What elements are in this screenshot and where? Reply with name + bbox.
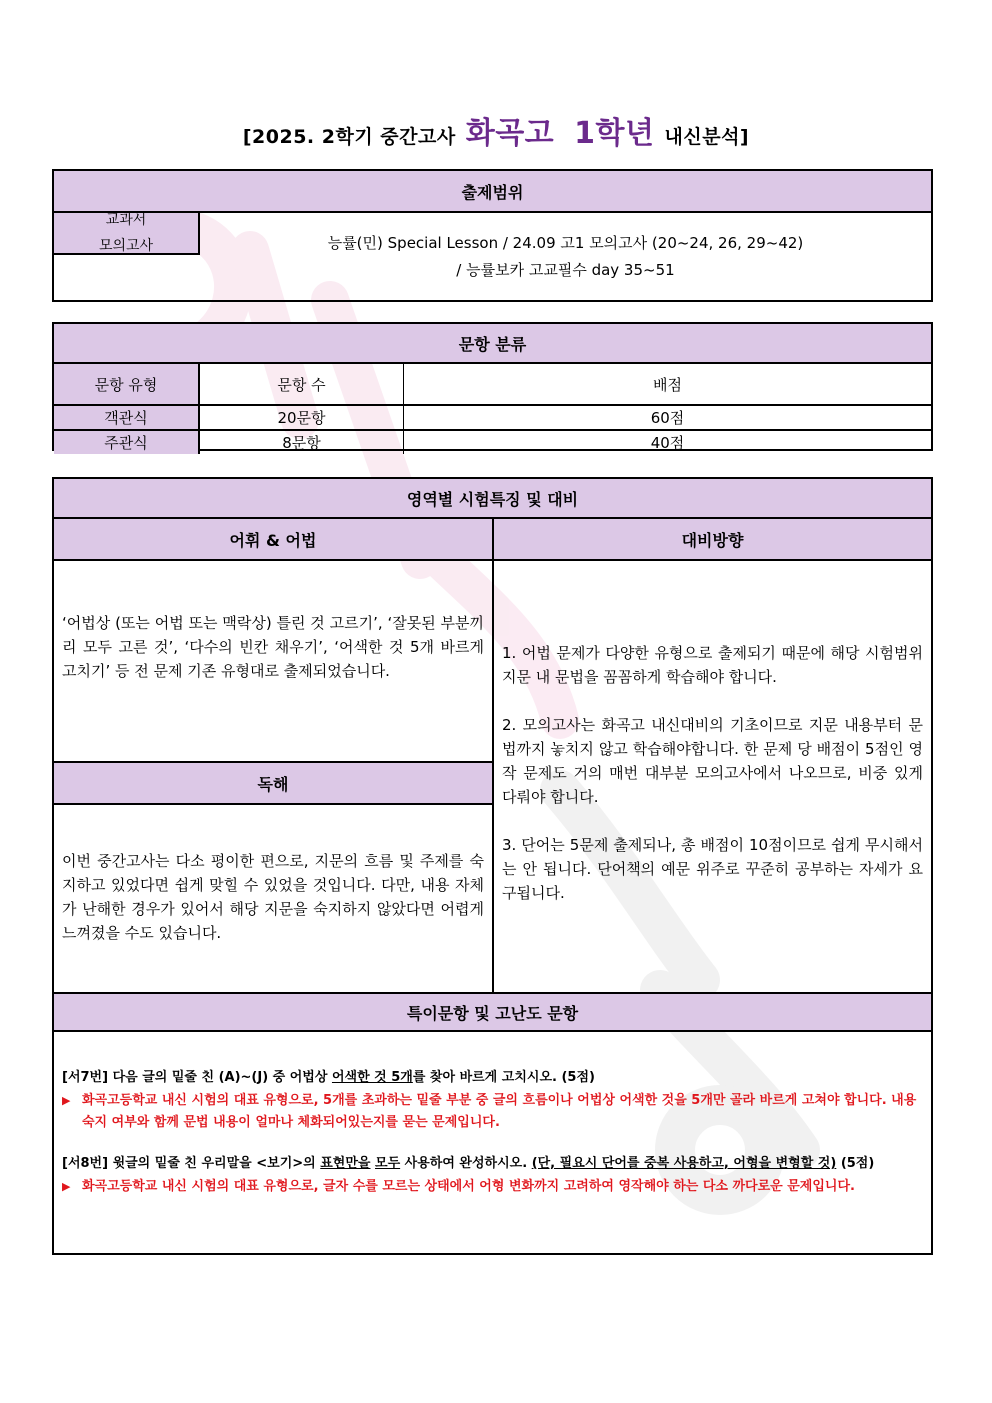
title-suffix: 내신분석]	[664, 126, 750, 148]
reading-text: 이번 중간고사는 다소 평이한 편으로, 지문의 흐름 및 주제를 숙지하고 있었다면 쉽게 맞힐 수 있었을 것입니다. 다만, 내용 자체가 난해한 경우가 있어서 해당 지문을 숙지하지 않았다면 어렵게 느껴졌을 수도 있습니다.	[62, 852, 484, 942]
q8-underline: 모두	[375, 1156, 401, 1171]
triangle-right-icon: ▶	[62, 1180, 71, 1193]
q8-underline: 표현만을	[320, 1156, 371, 1171]
row-count: 20문항	[200, 406, 404, 429]
strategy-cell	[494, 561, 931, 992]
question-8-note	[62, 1176, 923, 1198]
scope-table	[52, 169, 933, 302]
row-count: 8문항	[200, 431, 404, 454]
scope-header: 출제범위	[54, 171, 931, 213]
strategy-item-3: 3. 단어는 5문제 출제되나, 총 배점이 10점이므로 쉽게 무시해서는 안 됩니다. 단어책의 예문 위주로 꾸준히 공부하는 자세가 요구됩니다.	[502, 836, 923, 902]
reading-header: 독해	[54, 763, 494, 805]
q8-part: 사용하여 완성하시오.	[400, 1156, 532, 1171]
question-7	[62, 1068, 923, 1088]
classification-column-row	[54, 364, 931, 406]
question-7-note	[62, 1090, 923, 1134]
classification-header: 문항 분류	[54, 324, 931, 364]
reading-cell	[54, 805, 494, 992]
q7-part: [서7번] 다음 글의 밑줄 친 (A)~(J) 중 어법상	[62, 1070, 332, 1085]
row-type: 주관식	[54, 431, 200, 454]
strategy-item-2: 2. 모의고사는 화곡고 내신대비의 기초이므로 지문 내용부터 문법까지 놓치지 않고 학습해야합니다. 한 문제 당 배점이 5점인 영작 문제도 거의 매번 대부분 모의고사에서 나오므로, 비중 있게 다뤄야 합니다.	[502, 716, 923, 806]
q8-underline: (단, 필요시 단어를 중복 사용하고, 어형을 변형할 것)	[531, 1156, 837, 1171]
scope-label	[54, 213, 200, 255]
classification-table	[52, 322, 933, 451]
features-header: 영역별 시험특징 및 대비	[54, 479, 931, 519]
question-8	[62, 1154, 923, 1174]
scope-value-line2: / 능률보카 고교필수 day 35~51	[456, 260, 675, 279]
table-row	[54, 431, 931, 454]
scope-value	[200, 213, 931, 300]
triangle-right-icon: ▶	[62, 1094, 71, 1107]
row-points: 40점	[650, 434, 685, 452]
row-type: 객관식	[54, 406, 200, 429]
q8-note-text: 화곡고등학교 내신 시험의 대표 유형으로, 글자 수를 모르는 상태에서 어형 변화까지 고려하여 영작해야 하는 다소 까다로운 문제입니다.	[82, 1179, 855, 1194]
vocab-header: 어휘 & 어법	[54, 519, 494, 561]
column-points: 배점	[653, 375, 682, 394]
special-cell	[54, 1032, 931, 1253]
column-count: 문항 수	[200, 364, 404, 404]
q7-part: 를 찾아 바르게 고치시오. (5점)	[412, 1070, 595, 1085]
column-type: 문항 유형	[54, 364, 200, 404]
q8-part: [서8번] 윗글의 밑줄 친 우리말을 <보기>의	[62, 1156, 321, 1171]
row-points: 60점	[650, 409, 685, 427]
table-row	[54, 406, 931, 431]
scope-label-mock: 모의고사	[98, 238, 154, 254]
strategy-header: 대비방향	[494, 519, 931, 561]
title-grade: 1학년	[574, 116, 655, 151]
vocab-text: ‘어법상 (또는 어법 또는 맥락상) 틀린 것 고르기’, ‘잘못된 부분끼리 모두 고른 것’, ‘다수의 빈칸 채우기’, ‘어색한 것 5개 바르게 고치기’ 등 전 문제 기존 유형대로 출제되었습니다.	[62, 614, 484, 680]
page-title	[0, 108, 992, 152]
strategy-item-1: 1. 어법 문제가 다양한 유형으로 출제되기 때문에 해당 시험범위 지문 내 문법을 꼼꼼하게 학습해야 합니다.	[502, 644, 923, 686]
q8-part: (5점)	[836, 1156, 875, 1171]
q7-underline: 어색한 것 5개	[331, 1070, 413, 1085]
title-school: 화곡고	[465, 116, 555, 151]
features-table	[52, 477, 933, 1255]
q7-note-text: 화곡고등학교 내신 시험의 대표 유형으로, 5개를 초과하는 밑줄 부분 중 글의 흐름이나 어법상 어색한 것을 5개만 골라 바르게 고쳐야 합니다. 내용 숙지 여부와 함께 문법 내용이 얼마나 체화되어있는지를 묻는 문제입니다.	[82, 1093, 917, 1130]
scope-label-textbook: 교과서	[105, 212, 147, 228]
vocab-cell	[54, 561, 494, 763]
special-header: 특이문항 및 고난도 문항	[54, 992, 931, 1032]
title-prefix: [2025. 2학기 중간고사	[242, 126, 456, 148]
scope-value-line1: 능률(민) Special Lesson / 24.09 고1 모의고사 (20~24, 26, 29~42)	[327, 233, 804, 252]
